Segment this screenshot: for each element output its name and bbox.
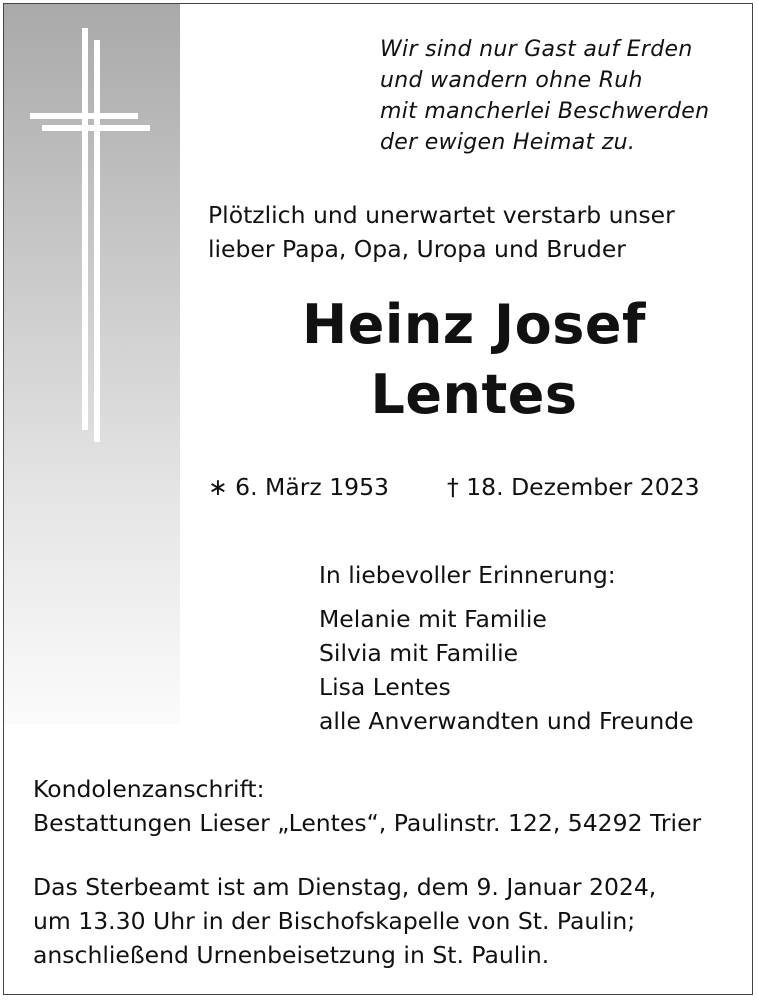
death-date: † 18. Dezember 2023 [447, 473, 700, 501]
service-line: Das Sterbeamt ist am Dienstag, dem 9. Januar 2024, [33, 873, 657, 901]
poem-line: Wir sind nur Gast auf Erden [380, 37, 693, 62]
intro-text [208, 198, 675, 266]
mourner-name: Lisa Lentes [319, 673, 451, 701]
deceased-first-name: Heinz Josef [302, 293, 646, 356]
deceased-name [200, 290, 748, 430]
mourners-list [319, 602, 694, 738]
service-line: um 13.30 Uhr in der Bischofskapelle von St. Paulin; [33, 907, 636, 935]
mourner-name: Melanie mit Familie [319, 605, 547, 633]
gradient-panel [4, 4, 180, 724]
poem-line: mit mancherlei Beschwerden [380, 99, 710, 124]
condolence-address [33, 772, 701, 840]
service-info [33, 870, 656, 972]
condolence-address-line: Bestattungen Lieser „Lentes“, Paulinstr. 122, 54292 Trier [33, 809, 702, 837]
mourners-heading: In liebevoller Erinnerung: [319, 561, 616, 589]
intro-line: Plötzlich und unerwartet verstarb unser [208, 201, 675, 229]
service-line: anschließend Urnenbeisetzung in St. Paulin. [33, 941, 550, 969]
mourner-name: alle Anverwandten und Freunde [319, 707, 694, 735]
condolence-label: Kondolenzanschrift: [33, 775, 265, 803]
intro-line: lieber Papa, Opa, Uropa und Bruder [208, 235, 626, 263]
deceased-last-name: Lentes [370, 363, 578, 426]
mourner-name: Silvia mit Familie [319, 639, 519, 667]
birth-date: ∗ 6. März 1953 [208, 473, 390, 501]
poem [380, 34, 709, 158]
poem-line: der ewigen Heimat zu. [380, 130, 636, 155]
poem-line: und wandern ohne Ruh [380, 68, 643, 93]
